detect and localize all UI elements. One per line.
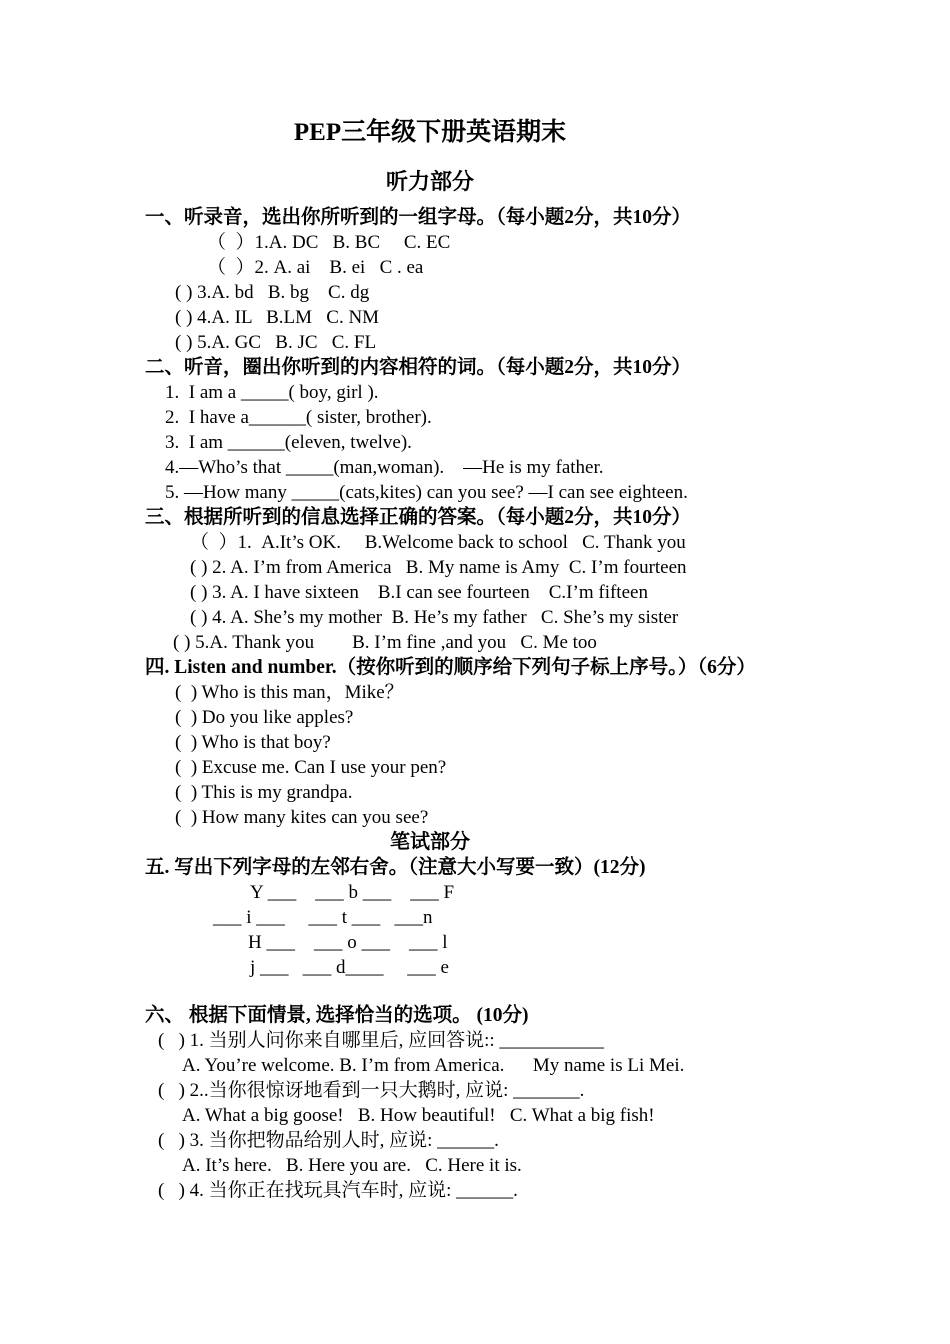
written-part-heading: 笔试部分 [390, 831, 470, 853]
section-6-question: ( ) 3. 当你把物品给别人时, 应说: ______. [158, 1130, 499, 1151]
exam-title: PEP三年级下册英语期末 [293, 119, 567, 146]
section-2-item: 4.—Who’s that _____(man,woman). —He is my father. [165, 457, 604, 478]
section-2-item: 3. I am ______(eleven, twelve). [165, 432, 412, 453]
section-6-options: A. It’s here. B. Here you are. C. Here it is. [182, 1155, 522, 1176]
section-6-question: ( ) 1. 当别人问你来自哪里后, 应回答说:: ___________ [158, 1030, 604, 1051]
section-6-heading: 六、 根据下面情景, 选择恰当的选项。 (10分) [145, 1005, 529, 1026]
section-4-item: ( ) Who is this man，Mike？ [175, 682, 404, 703]
section-3-item: ( ) 5.A. Thank you B. I’m fine ,and you C. Me too [173, 632, 597, 653]
section-1-heading: 一、听录音，选出你所听到的一组字母。（每小题2分，共10分） [145, 207, 692, 228]
section-6-question: ( ) 2..当你很惊讶地看到一只大鹅时, 应说: _______. [158, 1080, 585, 1101]
section-3-item: ( ) 3. A. I have sixteen B.I can see fourteen C.I’m fifteen [190, 582, 648, 603]
section-4-heading: 四. Listen and number.（按你听到的顺序给下列句子标上序号。）（6分） [145, 657, 756, 678]
section-3-item: ( ) 2. A. I’m from America B. My name is Amy C. I’m fourteen [190, 557, 687, 578]
section-1-item: ( ) 5.A. GC B. JC C. FL [175, 332, 377, 353]
section-3-item: （ ）1. A.It’s OK. B.Welcome back to school C. Thank you [190, 532, 686, 553]
section-5-letter-line: H ___ ___ o ___ ___ l [248, 932, 448, 953]
section-1-item: ( ) 3.A. bd B. bg C. dg [175, 282, 370, 303]
section-3-item: ( ) 4. A. She’s my mother B. He’s my father C. She’s my sister [190, 607, 679, 628]
section-2-item: 5. —How many _____(cats,kites) can you see? —I can see eighteen. [165, 482, 688, 503]
section-1-item: （ ）2. A. ai B. ei C . ea [207, 257, 424, 278]
section-5-letter-line: j ___ ___ d____ ___ e [250, 957, 449, 978]
section-6-question: ( ) 4. 当你正在找玩具汽车时, 应说: ______. [158, 1180, 518, 1201]
section-5-letter-line: ___ i ___ ___ t ___ ___n [213, 907, 433, 928]
section-4-item: ( ) Who is that boy? [175, 732, 331, 753]
section-4-item: ( ) How many kites can you see? [175, 807, 429, 828]
section-6-options: A. You’re welcome. B. I’m from America. My name is Li Mei. [182, 1055, 685, 1076]
section-4-item: ( ) Excuse me. Can I use your pen? [175, 757, 447, 778]
section-2-heading: 二、听音，圈出你听到的内容相符的词。（每小题2分，共10分） [145, 357, 692, 378]
section-5-letter-line: Y ___ ___ b ___ ___ F [250, 882, 455, 903]
section-1-item: （ ）1.A. DC B. BC C. EC [207, 232, 451, 253]
section-5-heading: 五. 写出下列字母的左邻右舍。（注意大小写要一致）(12分) [145, 857, 646, 878]
listening-part-heading: 听力部分 [385, 169, 474, 194]
section-2-item: 2. I have a______( sister, brother). [165, 407, 432, 428]
section-1-item: ( ) 4.A. IL B.LM C. NM [175, 307, 380, 328]
section-3-heading: 三、根据所听到的信息选择正确的答案。（每小题2分，共10分） [145, 507, 692, 528]
section-4-item: ( ) This is my grandpa. [175, 782, 353, 803]
section-4-item: ( ) Do you like apples? [175, 707, 354, 728]
section-6-options: A. What a big goose! B. How beautiful! C. What a big fish! [182, 1105, 655, 1126]
section-2-item: 1. I am a _____( boy, girl ). [165, 382, 379, 403]
